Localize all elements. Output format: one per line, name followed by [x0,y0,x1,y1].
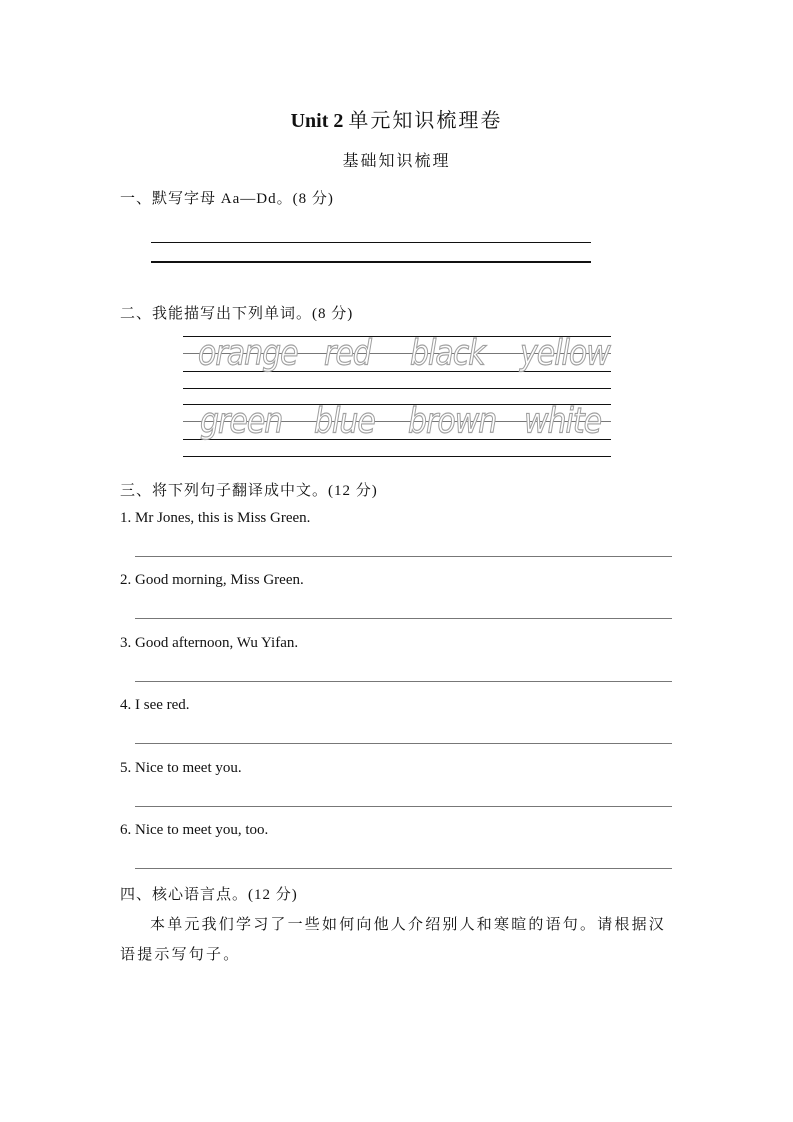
trace-word: white [524,401,602,442]
page-subtitle: 基础知识梳理 [342,153,451,170]
question-4: 4. I see red. [120,697,190,713]
question-1: 1. Mr Jones, this is Miss Green. [120,510,311,526]
answer-line [135,681,672,682]
section1-heading: 一、默写字母 Aa—Dd。(8 分) [120,191,334,207]
writing-line-top [151,242,591,243]
section2-heading: 二、我能描写出下列单词。(8 分) [120,306,354,322]
trace-word: yellow [520,333,610,374]
section4-heading: 四、核心语言点。(12 分) [120,887,298,903]
section4-paragraph: 本单元我们学习了一些如何向他人介绍别人和寒暄的语句。请根据汉语提示写句子。 [120,917,667,963]
writing-line-bottom [151,261,591,263]
answer-line [135,556,672,557]
section3-heading: 三、将下列句子翻译成中文。(12 分) [120,483,378,499]
page-title [0,104,793,133]
trace-word: orange [198,333,298,374]
trace-word: red [324,333,371,374]
guide-line [183,388,611,389]
question-5: 5. Nice to meet you. [120,760,242,776]
title-chinese: 单元知识梳理卷 [348,110,503,132]
title-english: Unit 2 [290,110,344,132]
answer-line [135,868,672,869]
question-3: 3. Good afternoon, Wu Yifan. [120,635,299,651]
trace-word: brown [408,401,497,442]
guide-line [183,456,611,457]
answer-line [135,618,672,619]
question-6: 6. Nice to meet you, too. [120,822,269,838]
question-2: 2. Good morning, Miss Green. [120,572,304,588]
answer-line [135,743,672,744]
trace-word: black [410,333,485,374]
trace-word: blue [314,401,375,442]
answer-line [135,806,672,807]
trace-word: green [200,401,283,442]
